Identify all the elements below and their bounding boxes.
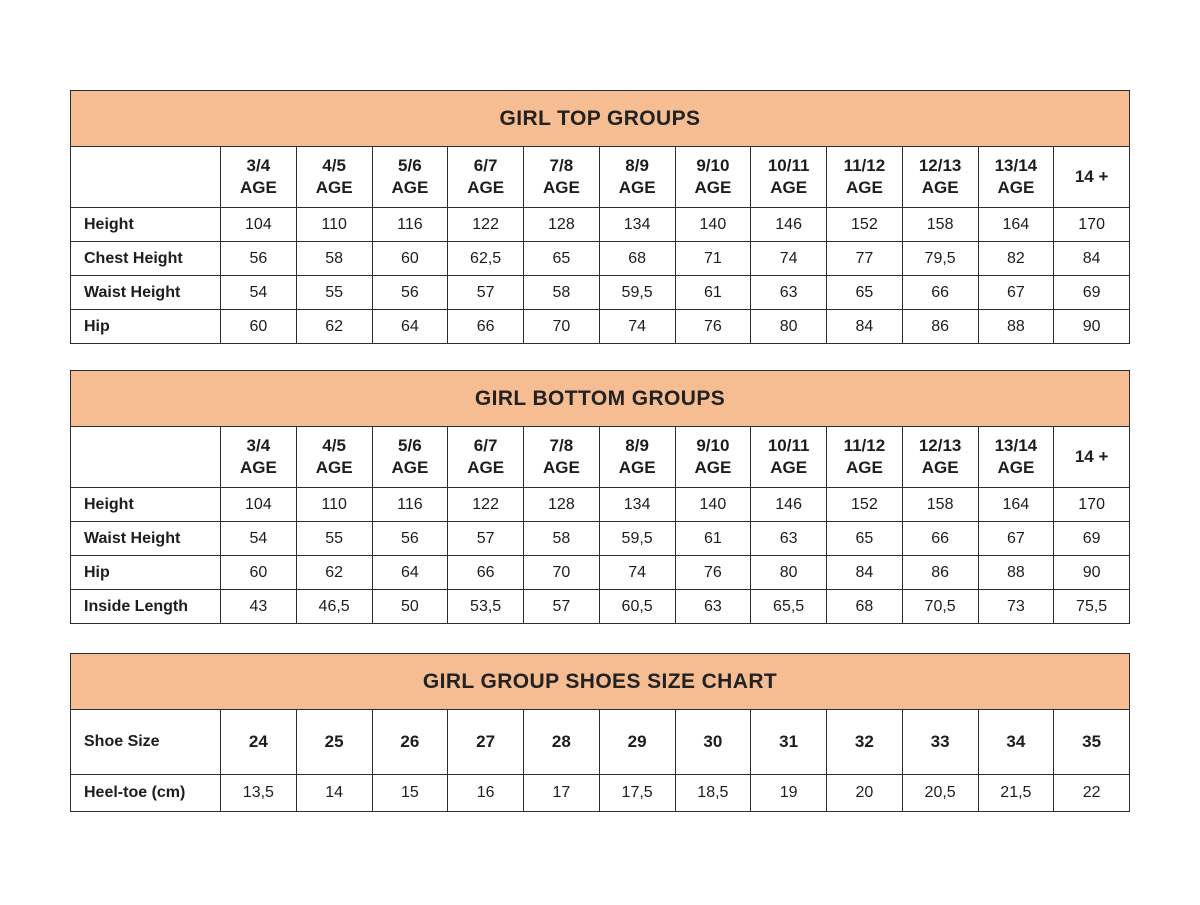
column-header: 33 [902,710,978,775]
value-cell: 60 [372,242,448,276]
value-cell: 134 [599,208,675,242]
column-header: 31 [751,710,827,775]
value-cell: 17 [524,775,600,812]
table-row [71,242,1130,276]
value-cell: 15 [372,775,448,812]
row-label: Shoe Size [71,710,221,775]
table-row [71,208,1130,242]
value-cell: 62 [296,310,372,344]
column-header: 14 + [1054,147,1130,208]
column-header: 26 [372,710,448,775]
value-cell: 69 [1054,522,1130,556]
row-label: Hip [71,310,221,344]
column-header: 32 [827,710,903,775]
value-cell: 104 [221,208,297,242]
table-title-band [70,370,1130,426]
column-header: 4/5 AGE [296,427,372,488]
value-cell: 50 [372,590,448,624]
value-cell: 59,5 [599,276,675,310]
value-cell: 64 [372,556,448,590]
row-label: Waist Height [71,276,221,310]
value-cell: 140 [675,488,751,522]
table-row [71,522,1130,556]
value-cell: 55 [296,276,372,310]
header-row [71,147,1130,208]
value-cell: 20,5 [902,775,978,812]
column-header: 25 [296,710,372,775]
value-cell: 61 [675,276,751,310]
column-header: 6/7 AGE [448,427,524,488]
column-header: 13/14 AGE [978,147,1054,208]
value-cell: 70,5 [902,590,978,624]
row-label: Height [71,488,221,522]
value-cell: 80 [751,310,827,344]
value-cell: 110 [296,488,372,522]
value-cell: 82 [978,242,1054,276]
table-row [71,590,1130,624]
value-cell: 60,5 [599,590,675,624]
value-cell: 122 [448,208,524,242]
value-cell: 76 [675,310,751,344]
girl-top-groups-table [70,90,1130,344]
column-header: 5/6 AGE [372,147,448,208]
value-cell: 17,5 [599,775,675,812]
value-cell: 158 [902,208,978,242]
value-cell: 43 [221,590,297,624]
column-header: 7/8 AGE [524,427,600,488]
value-cell: 13,5 [221,775,297,812]
column-header: 8/9 AGE [599,147,675,208]
column-header: 35 [1054,710,1130,775]
table-title: GIRL BOTTOM GROUPS [474,386,726,410]
column-header: 3/4 AGE [221,427,297,488]
row-label [71,427,221,488]
table-row [71,556,1130,590]
value-cell: 116 [372,208,448,242]
table-title: GIRL TOP GROUPS [499,106,701,130]
column-header: 28 [524,710,600,775]
value-cell: 77 [827,242,903,276]
value-cell: 57 [524,590,600,624]
table-row [71,276,1130,310]
value-cell: 66 [902,276,978,310]
header-row [71,427,1130,488]
value-cell: 84 [827,310,903,344]
value-cell: 58 [524,276,600,310]
value-cell: 61 [675,522,751,556]
value-cell: 128 [524,208,600,242]
value-cell: 88 [978,556,1054,590]
girl-shoes-size-table [70,653,1130,812]
value-cell: 22 [1054,775,1130,812]
value-cell: 128 [524,488,600,522]
table-row [71,775,1130,812]
value-cell: 20 [827,775,903,812]
column-header: 9/10 AGE [675,147,751,208]
row-label: Waist Height [71,522,221,556]
column-header: 6/7 AGE [448,147,524,208]
value-cell: 57 [448,522,524,556]
value-cell: 56 [221,242,297,276]
value-cell: 19 [751,775,827,812]
value-cell: 75,5 [1054,590,1130,624]
value-cell: 122 [448,488,524,522]
value-cell: 60 [221,310,297,344]
column-header: 12/13 AGE [902,427,978,488]
row-label: Hip [71,556,221,590]
value-cell: 58 [296,242,372,276]
row-label: Inside Length [71,590,221,624]
value-cell: 58 [524,522,600,556]
column-header: 11/12 AGE [827,427,903,488]
value-cell: 18,5 [675,775,751,812]
value-cell: 116 [372,488,448,522]
value-cell: 65,5 [751,590,827,624]
value-cell: 54 [221,276,297,310]
table-title: GIRL GROUP SHOES SIZE CHART [422,669,778,693]
value-cell: 170 [1054,488,1130,522]
row-label [71,147,221,208]
column-header: 12/13 AGE [902,147,978,208]
column-header: 4/5 AGE [296,147,372,208]
value-cell: 86 [902,556,978,590]
value-cell: 16 [448,775,524,812]
table-title-band [70,653,1130,709]
value-cell: 64 [372,310,448,344]
row-label: Height [71,208,221,242]
value-cell: 70 [524,556,600,590]
value-cell: 146 [751,488,827,522]
header-row [71,710,1130,775]
value-cell: 74 [751,242,827,276]
value-cell: 66 [902,522,978,556]
value-cell: 59,5 [599,522,675,556]
value-cell: 140 [675,208,751,242]
column-header: 27 [448,710,524,775]
value-cell: 84 [827,556,903,590]
column-header: 34 [978,710,1054,775]
value-cell: 134 [599,488,675,522]
value-cell: 76 [675,556,751,590]
value-cell: 74 [599,310,675,344]
column-header: 30 [675,710,751,775]
value-cell: 164 [978,488,1054,522]
column-header: 7/8 AGE [524,147,600,208]
value-cell: 79,5 [902,242,978,276]
value-cell: 110 [296,208,372,242]
value-cell: 65 [827,276,903,310]
table-row [71,310,1130,344]
value-cell: 71 [675,242,751,276]
value-cell: 65 [524,242,600,276]
column-header: 29 [599,710,675,775]
value-cell: 57 [448,276,524,310]
value-cell: 88 [978,310,1054,344]
size-chart-sheet [70,90,1130,812]
value-cell: 74 [599,556,675,590]
value-cell: 73 [978,590,1054,624]
size-grid [70,426,1130,624]
value-cell: 164 [978,208,1054,242]
value-cell: 65 [827,522,903,556]
value-cell: 63 [751,522,827,556]
value-cell: 14 [296,775,372,812]
column-header: 24 [221,710,297,775]
column-header: 11/12 AGE [827,147,903,208]
column-header: 3/4 AGE [221,147,297,208]
size-grid [70,146,1130,344]
size-grid [70,709,1130,812]
value-cell: 104 [221,488,297,522]
value-cell: 152 [827,488,903,522]
value-cell: 170 [1054,208,1130,242]
table-row [71,488,1130,522]
value-cell: 90 [1054,556,1130,590]
value-cell: 67 [978,276,1054,310]
value-cell: 63 [675,590,751,624]
value-cell: 54 [221,522,297,556]
column-header: 8/9 AGE [599,427,675,488]
table-title-band [70,90,1130,146]
value-cell: 86 [902,310,978,344]
value-cell: 63 [751,276,827,310]
value-cell: 62,5 [448,242,524,276]
value-cell: 70 [524,310,600,344]
value-cell: 152 [827,208,903,242]
value-cell: 21,5 [978,775,1054,812]
value-cell: 90 [1054,310,1130,344]
column-header: 5/6 AGE [372,427,448,488]
girl-bottom-groups-table [70,370,1130,624]
value-cell: 60 [221,556,297,590]
value-cell: 68 [599,242,675,276]
row-label: Heel-toe (cm) [71,775,221,812]
column-header: 14 + [1054,427,1130,488]
value-cell: 56 [372,276,448,310]
value-cell: 55 [296,522,372,556]
value-cell: 53,5 [448,590,524,624]
value-cell: 68 [827,590,903,624]
column-header: 9/10 AGE [675,427,751,488]
value-cell: 158 [902,488,978,522]
value-cell: 66 [448,556,524,590]
value-cell: 66 [448,310,524,344]
value-cell: 80 [751,556,827,590]
column-header: 10/11 AGE [751,147,827,208]
column-header: 10/11 AGE [751,427,827,488]
value-cell: 46,5 [296,590,372,624]
value-cell: 69 [1054,276,1130,310]
value-cell: 67 [978,522,1054,556]
value-cell: 146 [751,208,827,242]
value-cell: 62 [296,556,372,590]
column-header: 13/14 AGE [978,427,1054,488]
value-cell: 56 [372,522,448,556]
value-cell: 84 [1054,242,1130,276]
row-label: Chest Height [71,242,221,276]
